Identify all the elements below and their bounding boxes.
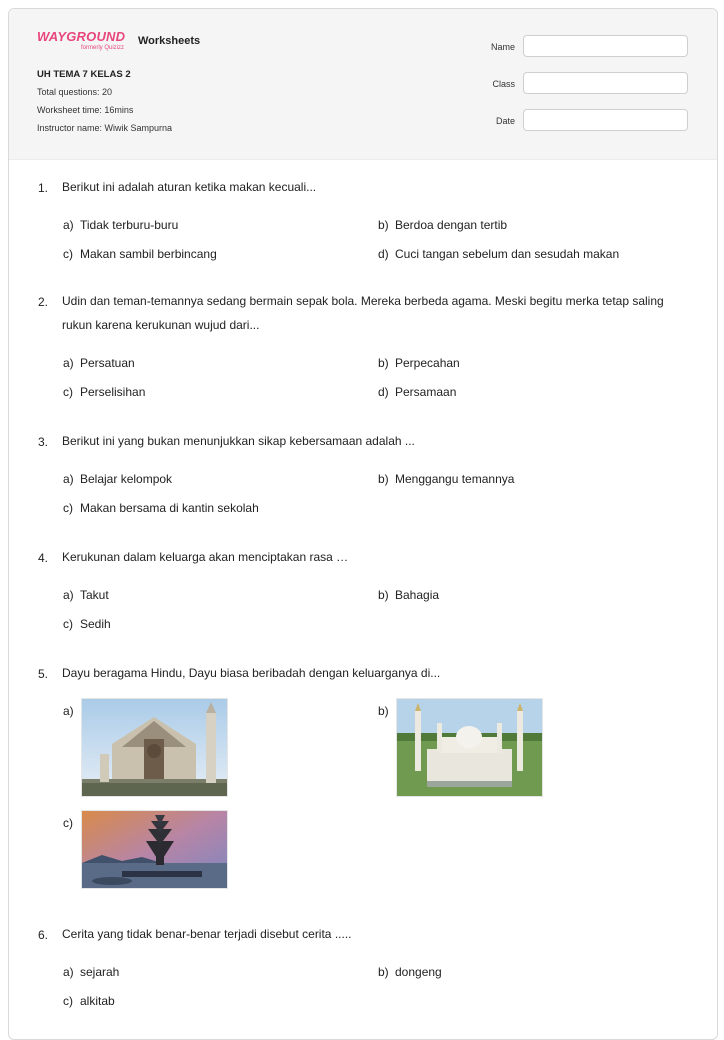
logo-subtext: formerly Quizizz xyxy=(81,45,125,51)
question-number: 4. xyxy=(38,551,49,565)
option-b[interactable] xyxy=(378,472,514,486)
option-b[interactable] xyxy=(378,218,507,232)
option-text: Cuci tangan sebelum dan sesudah makan xyxy=(395,247,620,261)
option-text: Makan sambil berbincang xyxy=(80,247,217,261)
question-number: 2. xyxy=(38,295,49,309)
option-text: sejarah xyxy=(80,965,120,979)
worksheet-page xyxy=(8,8,718,1040)
class-field[interactable] xyxy=(523,72,688,94)
option-text: dongeng xyxy=(395,965,442,979)
option-c[interactable] xyxy=(63,385,145,399)
question-number: 1. xyxy=(38,181,49,195)
option-letter: c) xyxy=(63,617,73,631)
option-c[interactable] xyxy=(63,247,217,261)
option-text: Bahagia xyxy=(395,588,440,602)
question-text: Udin dan teman-temannya sedang bermain sepak bola. Mereka berbeda agama. Meski begitu merka tetap saling rukun karena kerukunan wujud dari... xyxy=(62,294,664,332)
option-text: Persatuan xyxy=(80,356,135,370)
wayground-logo xyxy=(37,29,132,55)
total-questions: Total questions: 20 xyxy=(37,87,113,97)
option-a[interactable] xyxy=(63,965,119,979)
option-letter: c) xyxy=(63,247,73,261)
option-text: Makan bersama di kantin sekolah xyxy=(80,501,259,515)
option-letter: b) xyxy=(378,965,389,979)
church-image xyxy=(81,698,228,797)
balinese-temple-image xyxy=(81,810,228,889)
option-text: Takut xyxy=(80,588,109,602)
option-letter: c) xyxy=(63,994,73,1008)
worksheet-time: Worksheet time: 16mins xyxy=(37,105,134,115)
instructor-name: Instructor name: Wiwik Sampurna xyxy=(37,123,173,133)
question-text: Cerita yang tidak benar-benar terjadi disebut cerita ..... xyxy=(62,927,352,941)
question-number: 5. xyxy=(38,667,49,681)
option-letter: a) xyxy=(63,965,74,979)
option-text: Perselisihan xyxy=(80,385,146,399)
question-number: 3. xyxy=(38,435,49,449)
option-text: Sedih xyxy=(80,617,111,631)
option-d[interactable] xyxy=(378,385,456,399)
worksheet-name: UH TEMA 7 KELAS 2 xyxy=(37,69,131,80)
date-field[interactable] xyxy=(523,109,688,131)
logo-text: WAYGROUND xyxy=(37,29,126,44)
question-text: Dayu beragama Hindu, Dayu biasa beribadah dengan keluarganya di... xyxy=(62,666,441,680)
option-b[interactable] xyxy=(378,965,442,979)
option-letter: a) xyxy=(63,356,74,370)
option-a[interactable] xyxy=(63,356,135,370)
option-text: Tidak terburu-buru xyxy=(80,218,179,232)
option-letter: a) xyxy=(63,588,74,602)
option-text: alkitab xyxy=(80,994,115,1008)
image-option-a[interactable] xyxy=(63,704,233,804)
option-letter: b) xyxy=(378,356,389,370)
option-text: Persamaan xyxy=(395,385,457,399)
option-letter: a) xyxy=(63,472,74,486)
option-letter: b) xyxy=(378,704,389,718)
option-c[interactable] xyxy=(63,617,111,631)
option-letter: b) xyxy=(378,588,389,602)
option-b[interactable] xyxy=(378,588,439,602)
option-letter: d) xyxy=(378,385,389,399)
worksheet-header xyxy=(9,9,717,160)
option-a[interactable] xyxy=(63,218,178,232)
option-letter: a) xyxy=(63,704,74,718)
question-text: Berikut ini yang bukan menunjukkan sikap kebersamaan adalah ... xyxy=(62,434,415,448)
question-text: Berikut ini adalah aturan ketika makan kecuali... xyxy=(62,180,317,194)
option-letter: b) xyxy=(378,472,389,486)
option-letter: c) xyxy=(63,816,73,830)
option-a[interactable] xyxy=(63,472,172,486)
header-title: Worksheets xyxy=(138,35,201,47)
option-b[interactable] xyxy=(378,356,460,370)
name-label: Name xyxy=(490,42,515,52)
option-letter: a) xyxy=(63,218,74,232)
option-c[interactable] xyxy=(63,501,259,515)
question-text: Kerukunan dalam keluarga akan menciptakan rasa … xyxy=(62,550,349,564)
question-number: 6. xyxy=(38,928,49,942)
option-letter: c) xyxy=(63,385,73,399)
option-text: Menggangu temannya xyxy=(395,472,515,486)
option-text: Berdoa dengan tertib xyxy=(395,218,508,232)
name-field[interactable] xyxy=(523,35,688,57)
option-letter: c) xyxy=(63,501,73,515)
option-c[interactable] xyxy=(63,994,115,1008)
mosque-image xyxy=(396,698,543,797)
option-d[interactable] xyxy=(378,247,619,261)
option-letter: d) xyxy=(378,247,389,261)
image-option-c[interactable] xyxy=(63,816,233,898)
date-label: Date xyxy=(495,116,515,126)
option-text: Perpecahan xyxy=(395,356,460,370)
image-option-b[interactable] xyxy=(378,704,548,804)
option-text: Belajar kelompok xyxy=(80,472,173,486)
class-label: Class xyxy=(492,79,515,89)
option-letter: b) xyxy=(378,218,389,232)
option-a[interactable] xyxy=(63,588,109,602)
